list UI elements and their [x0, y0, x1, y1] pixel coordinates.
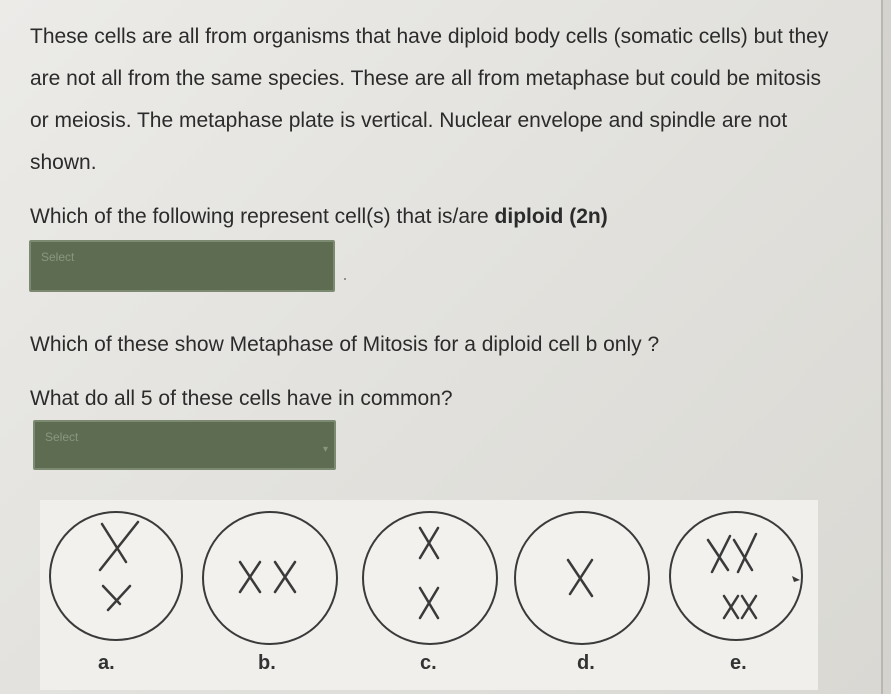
cell-b — [203, 512, 337, 644]
cell-e — [670, 512, 802, 640]
cell-diagrams — [40, 500, 818, 650]
chevron-down-icon: ▾ — [322, 444, 328, 455]
question-mitosis: Which of these show Metaphase of Mitosis for a diploid cell b only ? — [30, 333, 660, 356]
cell-d — [515, 512, 649, 644]
common-select[interactable] — [33, 420, 336, 470]
intro-paragraph: These cells are all from organisms that have diploid body cells (somatic cells) but they are not all from the same species. These are all from metaphase but could be mitosis or meiosis. The metaphase plate is vertical. Nuclear envelope and spindle are not shown. — [30, 25, 829, 174]
diploid-select-value: Select — [41, 250, 75, 264]
question-diploid: Which of the following represent cell(s) that is/are diploid (2n) — [30, 205, 608, 228]
common-select-value: Select — [45, 430, 79, 444]
question-common: What do all 5 of these cells have in common? — [30, 387, 453, 410]
cell-label-c: c. — [420, 652, 437, 674]
cell-label-a: a. — [98, 652, 115, 674]
page-edge — [881, 0, 891, 694]
cell-c — [363, 512, 497, 644]
cell-a — [50, 512, 182, 640]
cell-label-e: e. — [730, 652, 747, 674]
cell-label-d: d. — [577, 652, 595, 674]
diploid-select[interactable] — [29, 240, 335, 292]
dot-mark — [344, 278, 346, 280]
cell-label-b: b. — [258, 652, 276, 674]
